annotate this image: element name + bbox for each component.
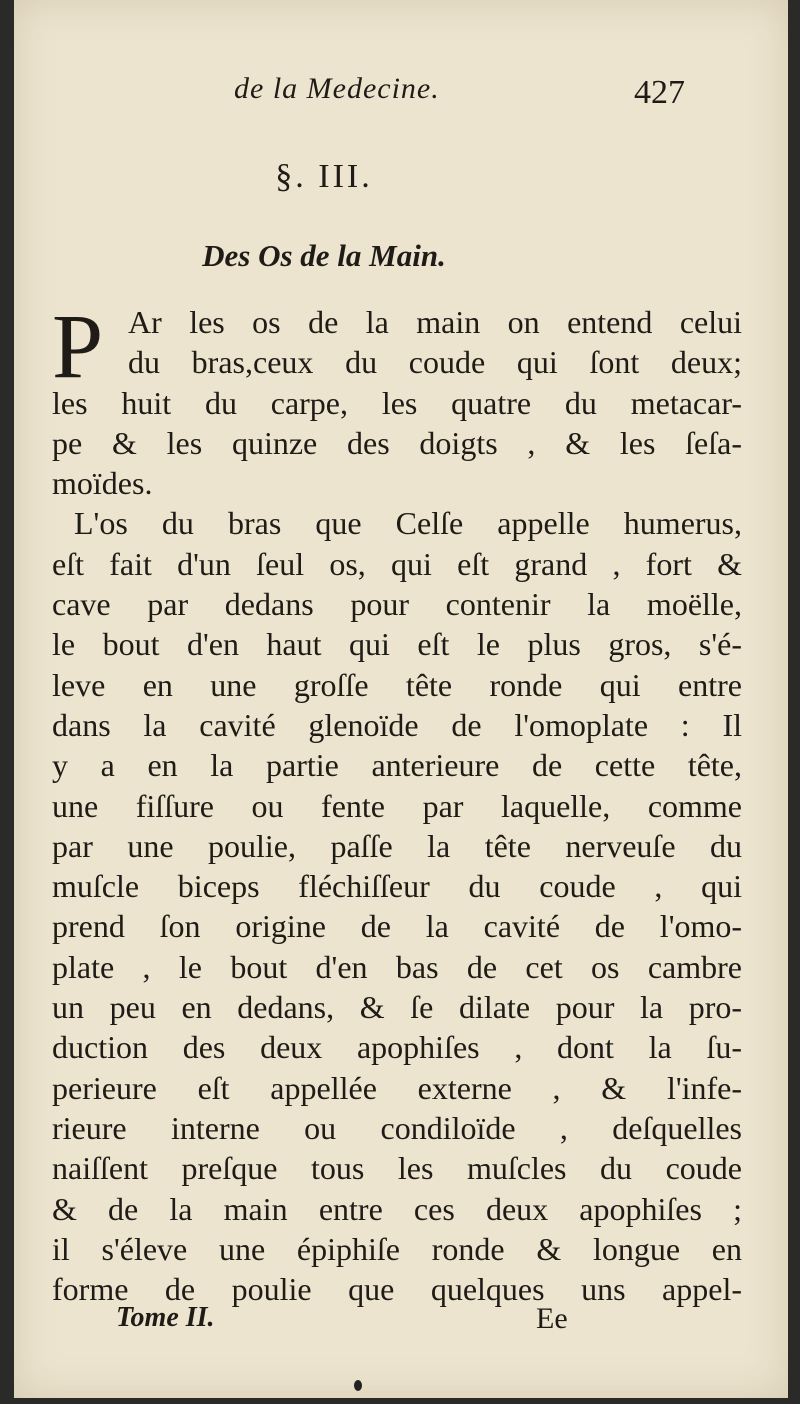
ink-spot — [354, 1380, 362, 1391]
text-line: prend ſon origine de la cavité de l'omo- — [52, 908, 742, 945]
text-line: L'os du bras que Celſe appelle humerus, — [74, 505, 742, 542]
section-number: §. III. — [275, 158, 373, 195]
text-line: dans la cavité glenoïde de l'omoplate : Il — [52, 706, 742, 743]
text-line: une fiſſure ou fente par laquelle, comme — [52, 787, 742, 824]
text-line: pe & les quinze des doigts , & les ſeſa- — [52, 424, 742, 461]
body-text — [52, 295, 742, 1309]
text-line: du bras,ceux du coude qui ſont deux; — [128, 344, 742, 381]
section-title: Des Os de la Main. — [202, 238, 446, 273]
running-head-title: de la Medecine. — [234, 72, 440, 105]
text-line: par une poulie, paſſe la tête nerveuſe du — [52, 827, 742, 864]
page-number: 427 — [634, 74, 685, 111]
text-line: un peu en dedans, & ſe dilate pour la pro- — [52, 989, 742, 1026]
text-line: Ar les os de la main on entend celui — [128, 304, 742, 340]
text-line: perieure eſt appellée externe , & l'infe- — [52, 1069, 742, 1106]
volume-signature: Tome II. — [116, 1302, 215, 1333]
text-line: le bout d'en haut qui eſt le plus gros, s'é- — [52, 626, 742, 663]
text-line: cave par dedans pour contenir la moëlle, — [52, 586, 742, 623]
text-line: naiſſent preſque tous les muſcles du coude — [52, 1150, 742, 1187]
running-head — [14, 72, 788, 122]
text-line: leve en une groſſe tête ronde qui entre — [52, 666, 742, 703]
book-page — [14, 0, 788, 1398]
text-line: il s'éleve une épiphiſe ronde & longue en — [52, 1230, 742, 1267]
text-line: moïdes. — [52, 465, 153, 502]
text-line: forme de poulie que quelques uns appel- — [52, 1271, 742, 1308]
text-line: plate , le bout d'en bas de cet os cambre — [52, 948, 742, 985]
text-line: & de la main entre ces deux apophiſes ; — [52, 1190, 742, 1227]
text-line: muſcle biceps fléchiſſeur du coude , qui — [52, 868, 742, 905]
text-line: les huit du carpe, les quatre du metacar- — [52, 384, 742, 421]
text-line: y a en la partie anterieure de cette tête, — [52, 747, 742, 784]
text-line: rieure interne ou condiloïde , deſquelles — [52, 1109, 742, 1146]
text-line: eſt fait d'un ſeul os, qui eſt grand , fort & — [52, 545, 742, 582]
drop-cap: P — [52, 295, 104, 397]
gathering-mark: Ee — [536, 1302, 568, 1335]
text-line: duction des deux apophiſes , dont la ſu- — [52, 1029, 742, 1066]
page-footer — [14, 1302, 788, 1346]
